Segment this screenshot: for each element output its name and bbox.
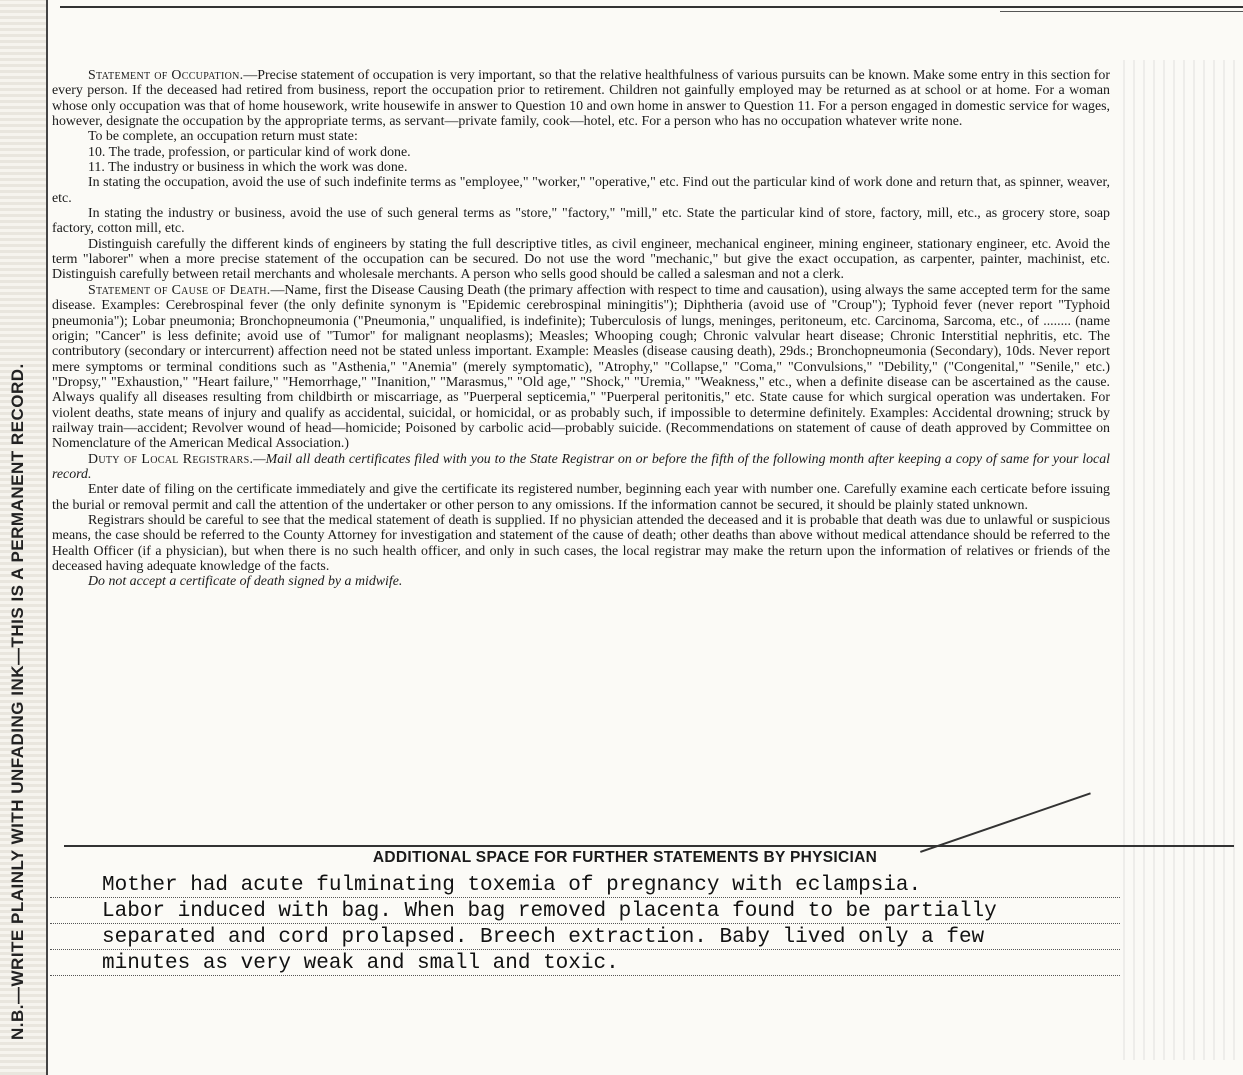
occupation-complete: To be complete, an occupation return must state: (88, 129, 358, 145)
duty-medical-statement: Registrars should be careful to see that the medical statement of death is supplied. If no physician attended the deceased and it is probable that death was due to unlawful or suspicious means, the case should be referred to the County Attorney for investigation and statement of the cause of death; other deaths than above without medical attendance should be referred to the Health Officer (if a physician), but when there is no such health officer, and only in such cases, the local registrar may make the return upon the information of relatives or friends of the deceased having adequate knowledge of the facts. (52, 512, 1110, 574)
occupation-terms: In stating the occupation, avoid the use of such indefinite terms as "employee," "worker," "operative," etc. Find out the particular kind of work done and return that, as spinner, weaver, etc. (52, 175, 1110, 206)
cause-paragraph (52, 283, 1110, 452)
physician-line-1: Mother had acute fulminating toxemia of pregnancy with eclampsia. (102, 874, 922, 897)
top-rule-secondary (1000, 11, 1243, 12)
physician-statement-section (50, 845, 1243, 1075)
dotted-line (50, 923, 1120, 924)
dotted-line (50, 975, 1120, 976)
cause-text: —Name, first the Disease Causing Death (the primary affection with respect to time and causation), using always the same accepted term for the same disease. Examples: Cerebrospinal fever (the only definite synonym is "Epidemic cerebrospinal miningitis"); Diphtheria (avoid use of "Croup"); Typhoid fever (never report "Typhoid pneumonia"); Lobar pneumonia; Bronchopneumonia ("Pneumonia," unqualified, is indefinite); Tuberculosis of lungs, meninges, peritoneum, etc. Carcinoma, Sarcoma, etc., of ........ (name origin; "Cancer" is less definite; avoid use of "Tumor" for malignant neoplasms); Measles; Whooping cough; Chronic valvular heart disease; Chronic Interstitial nephritis, etc. The contributory (secondary or intercurrent) affection need not be stated unless important. Example: Measles (disease causing death), 29ds.; Bronchopneumonia (Secondary), 10ds. Never report mere symptoms or terminal conditions such as "Asthenia," "Anemia" (merely symptomatic), "Atrophy," "Collapse," "Coma," "Convulsions," "Debility," ("Congenital," "Senile," etc.) "Dropsy," "Exhaustion," "Heart failure," "Hemorrhage," "Inanition," "Marasmus," "Old age," "Shock," "Uremia," "Weakness," etc., when a definite disease can be ascertained as the cause. Always qualify all diseases resulting from childbirth or miscarriage, as "Puerperal septicemia," "Puerperal peritonitis," etc. State cause for which surgical operation was undertaken. For violent deaths, state means of injury and qualify as accidental, suicidal, or homicidal, or as probably such, if impossible to determine definitely. Examples: Accidental drowning; struck by railway train—accident; Revolver wound of head—homicide; Poisoned by carbolic acid—probably suicide. (Recommendations on statement of cause of death approved by Committee on Nomenclature of the American Medical Association.) (52, 282, 1111, 452)
instructions-text (52, 68, 1110, 590)
margin-note: N.B.—WRITE PLAINLY WITH UNFADING INK—THIS IS A PERMANENT RECORD. (8, 363, 27, 1040)
occupation-paragraph (52, 68, 1110, 129)
physician-line-3: separated and cord prolapsed. Breech extraction. Baby lived only a few (102, 926, 985, 949)
duty-midwife: Do not accept a certificate of death signed by a midwife. (88, 574, 403, 590)
occupation-item-10: 10. The trade, profession, or particular kind of work done. (88, 144, 411, 160)
dotted-line (50, 949, 1120, 950)
left-margin-rule (46, 0, 48, 1075)
physician-line-4: minutes as very weak and small and toxic. (102, 952, 619, 975)
duty-paragraph (52, 452, 1110, 483)
duty-filing: Enter date of filing on the certificate immediately and give the certificate its registered number, beginning each year with number one. Carefully examine each certicate before issuing the burial or removal permit and call the attention of the undertaker or other person to any omissions. If the information cannot be secured, it should be plainly stated unknown. (52, 482, 1110, 513)
duty-heading: Duty of Local Registrars. (88, 451, 254, 467)
pen-slash-mark (920, 792, 1091, 852)
occupation-text: —Precise statement of occupation is very important, so that the relative healthfulness of various pursuits can be known. Make some entry in this section for every person. If the deceased had retired from business, report the occupation prior to retirement. Children not gainfully employed may be returned as at school or at home. For a woman whose only occupation was that of home housework, write housewife in answer to Question 10 and own home in answer to Question 11. For a person engaged in domestic service for wages, however, designate the occupation by the appropriate terms, as servant—private family, cook—hotel, etc. For a person who has no occupation whatever write none. (52, 68, 1110, 130)
top-rule (60, 6, 1243, 8)
section-rule (64, 845, 1234, 847)
occupation-item-11: 11. The industry or business in which the work was done. (88, 160, 408, 176)
physician-heading: ADDITIONAL SPACE FOR FURTHER STATEMENTS BY PHYSICIAN (372, 849, 878, 866)
cause-heading: Statement of Cause of Death. (88, 282, 271, 298)
physician-line-2: Labor induced with bag. When bag removed placenta found to be partially (102, 900, 997, 923)
occupation-heading: Statement of Occupation. (88, 68, 244, 83)
occupation-industry: In stating the industry or business, avoid the use of such general terms as "store," "factory," "mill," etc. State the particular kind of store, factory, mill, etc., as grocery store, soap factory, cotton mill, etc. (52, 206, 1110, 237)
dotted-line (50, 897, 1120, 898)
occupation-engineers: Distinguish carefully the different kinds of engineers by stating the full descriptive titles, as civil engineer, mechanical engineer, mining engineer, stationary engineer, etc. Avoid the term "laborer" when a more precise statement of the occupation can be secured. Do not use the word "mechanic," but give the exact occupation, as carpenter, painter, machinist, etc. Distinguish carefully between retail merchants and wholesale merchants. A person who sells good should be called a salesman and not a clerk. (52, 236, 1110, 283)
duty-text: —Mail all death certificates filed with you to the State Registrar on or before the fifth of the following month after keeping a copy of same for your local record. (52, 451, 1110, 482)
